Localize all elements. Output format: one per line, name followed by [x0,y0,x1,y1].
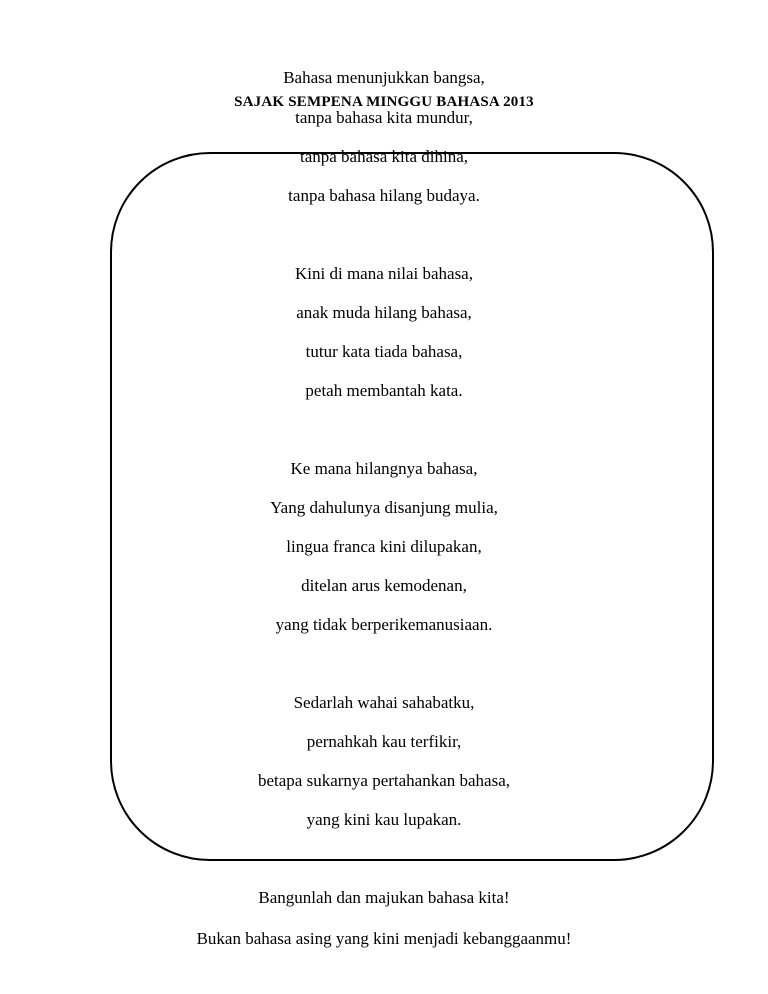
page-title: SAJAK SEMPENA MINGGU BAHASA 2013 [234,94,534,110]
poem-line: Yang dahulunya disanjung mulia, [270,498,498,517]
poem-line: Ke mana hilangnya bahasa, [290,459,478,478]
poem-line: tanpa bahasa kita mundur, [295,108,473,127]
poem-line: lingua franca kini dilupakan, [286,537,482,556]
poem-line: Bahasa menunjukkan bangsa, [283,68,485,87]
poem-line: betapa sukarnya pertahankan bahasa, [257,771,511,790]
poem-line: Kini di mana nilai bahasa, [295,264,473,283]
closing-line: Bangunlah dan majukan bahasa kita! [258,888,510,907]
poem-line: anak muda hilang bahasa, [296,303,472,322]
poem-line: yang kini kau lupakan. [306,810,462,829]
poem-line: ditelan arus kemodenan, [301,576,467,595]
poem-line: petah membantah kata. [305,381,463,400]
poem-line: pernahkah kau terfikir, [306,732,462,751]
poem-line: tanpa bahasa kita dihina, [299,147,469,166]
poem-line: Sedarlah wahai sahabatku, [293,693,475,712]
closing-line: Bukan bahasa asing yang kini menjadi kebanggaanmu! [196,929,572,948]
poem-line: tutur kata tiada bahasa, [305,342,463,361]
poem-line: yang tidak berperikemanusiaan. [275,615,493,634]
poem-line: tanpa bahasa hilang budaya. [288,186,480,205]
